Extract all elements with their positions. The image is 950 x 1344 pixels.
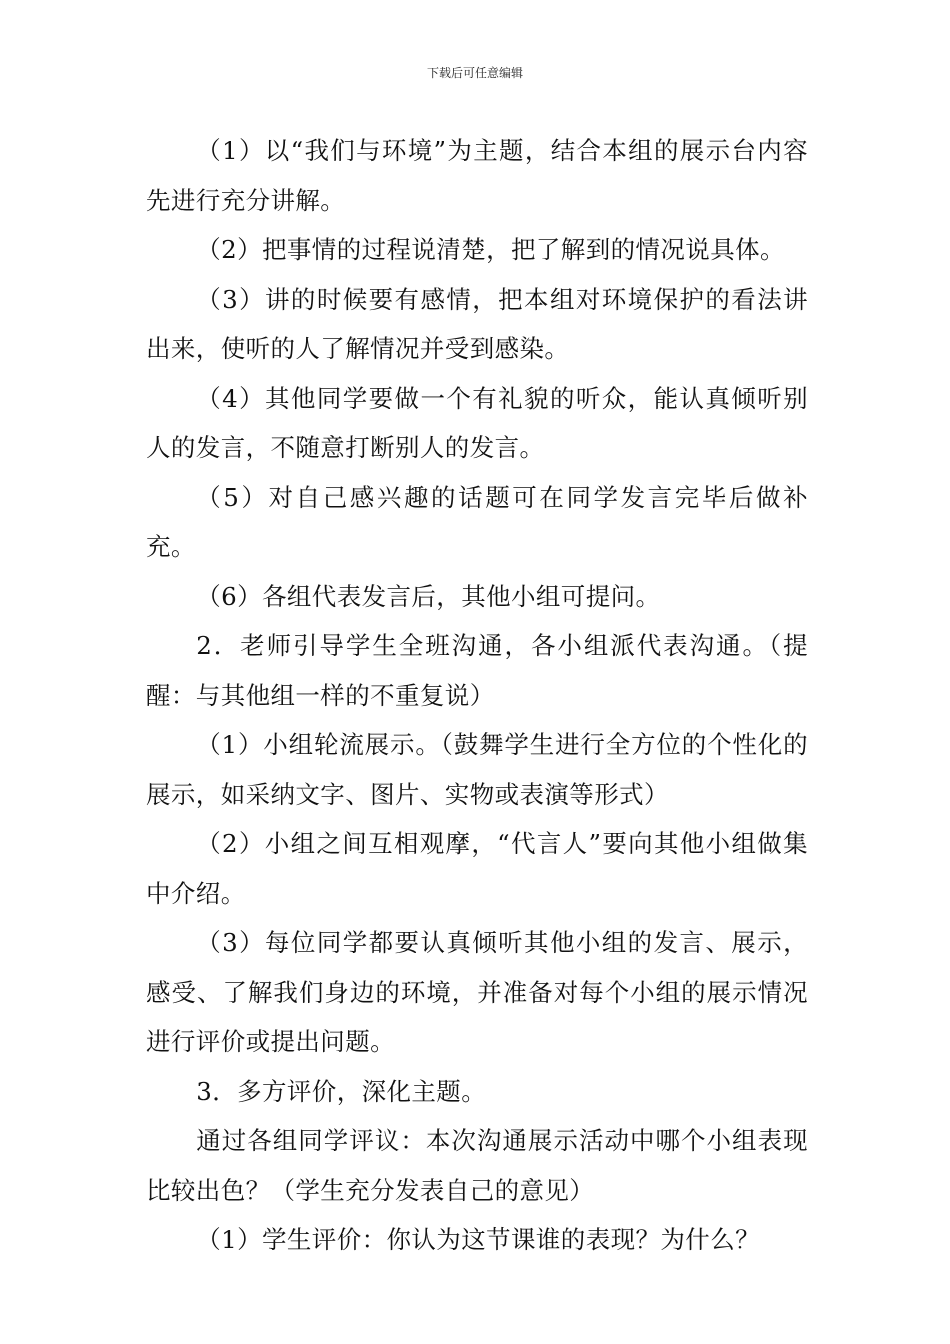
paragraph-8: （1）小组轮流展示。（鼓舞学生进行全方位的个性化的展示，如采纳文字、图片、实物或表演等形式） <box>146 730 808 809</box>
paragraph-12: 通过各组同学评议：本次沟通展示活动中哪个小组表现比较出色？（学生充分发表自己的意见） <box>146 1126 808 1205</box>
paragraph-13: （1）学生评价：你认为这节课谁的表现？为什么？ <box>196 1225 761 1254</box>
paragraph-11: 3．多方评价，深化主题。 <box>196 1076 487 1106</box>
paragraph-9: （2）小组之间互相观摩，“代言人”要向其他小组做集中介绍。 <box>146 829 808 908</box>
document-body <box>146 126 808 1265</box>
paragraph-2: （2）把事情的过程说清楚，把了解到的情况说具体。 <box>196 235 785 264</box>
paragraph-1: （1）以“我们与环境”为主题，结合本组的展示台内容先进行充分讲解。 <box>146 136 808 215</box>
paragraph-5: （5）对自己感兴趣的话题可在同学发言完毕后做补充。 <box>146 482 808 561</box>
paragraph-6: （6）各组代表发言后，其他小组可提问。 <box>196 581 661 611</box>
paragraph-3: （3）讲的时候要有感情，把本组对环境保护的看法讲出来，使听的人了解情况并受到感染。 <box>146 284 808 363</box>
page-header: 下载后可任意编辑 <box>426 66 523 80</box>
paragraph-7: 2．老师引导学生全班沟通，各小组派代表沟通。（提醒：与其他组一样的不重复说） <box>146 631 808 710</box>
paragraph-4: （4）其他同学要做一个有礼貌的听众，能认真倾听别人的发言，不随意打断别人的发言。 <box>146 383 808 462</box>
paragraph-10: （3）每位同学都要认真倾听其他小组的发言、展示，感受、了解我们身边的环境，并准备对每个小组的展示情况进行评价或提出问题。 <box>146 928 808 1056</box>
